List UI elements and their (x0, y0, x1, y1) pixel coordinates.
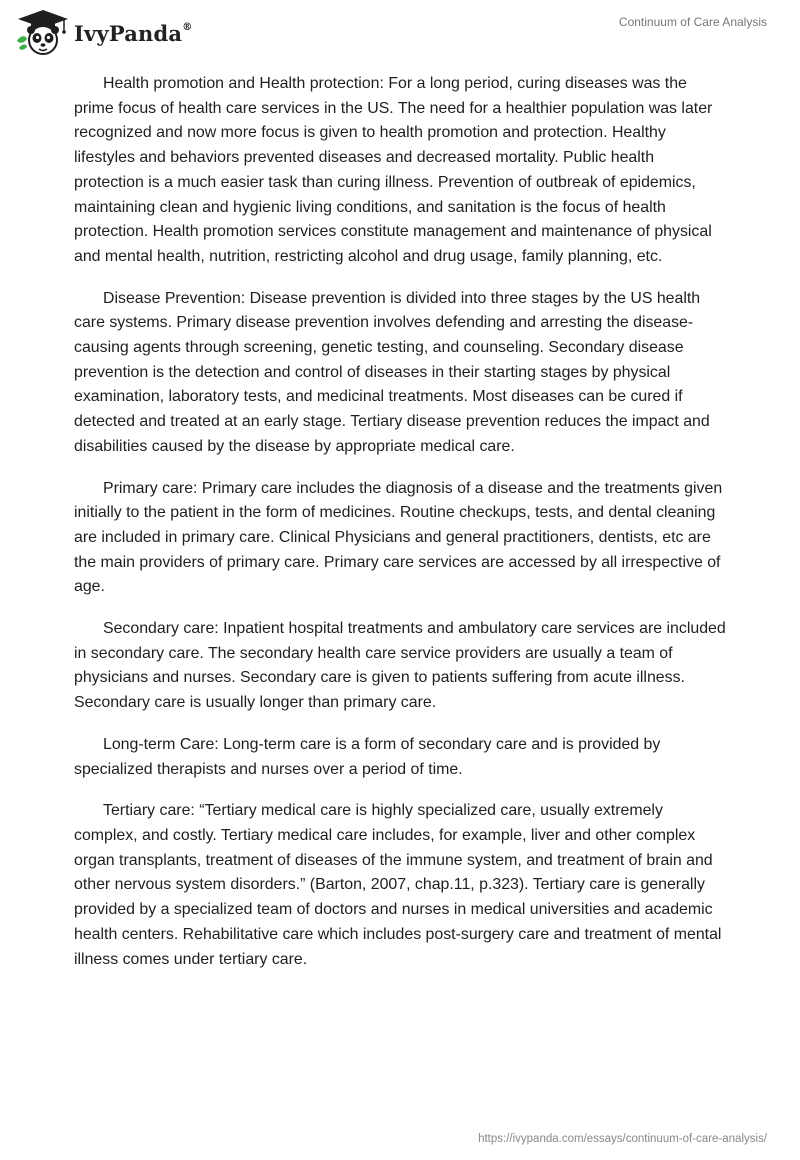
document-title: Continuum of Care Analysis (618, 15, 767, 29)
panda-logo-icon (14, 8, 72, 56)
paragraph-long-term-care: Long-term Care: Long-term care is a form of secondary care and is provided by specialized therapists and nurses over a period of time. (74, 735, 661, 778)
page-header (0, 0, 800, 60)
ivypanda-logo[interactable] (14, 8, 192, 56)
paragraph-primary-care: Primary care: Primary care includes the diagnosis of a disease and the treatments given initially to the patient in the form of medicines. Routine checkups, tests, and dental cleaning are included in primary care. Clinical Physicians and general practitioners, dentists, etc are the main providers of primary care. Primary care services are accessed by all irrespective of age. (74, 479, 723, 596)
paragraph-tertiary-care: Tertiary care: “Tertiary medical care is highly specialized care, usually extremely complex, and costly. Tertiary medical care includes, for example, liver and other complex organ transplants, treatment of diseases of the immune system, and treatment of brain and other nervous system disorders.” (Barton, 2007, chap.11, p.323). Tertiary care is generally provided by a specialized team of doctors and nurses in medical universities and academic health centers. Rehabilitative care which includes post-surgery care and treatment of mental illness comes under tertiary care. (74, 802, 722, 968)
paragraph-secondary-care: Secondary care: Inpatient hospital treatments and ambulatory care services are included in secondary care. The secondary health care service providers are usually a team of physicians and nurses. Secondary care is given to patients suffering from acute illness. Secondary care is usually longer than primary care. (74, 620, 726, 712)
registered-mark: ® (182, 21, 193, 33)
essay-body (74, 72, 726, 989)
paragraph-disease-prevention: Disease Prevention: Disease prevention is divided into three stages by the US health care systems. Primary disease prevention involves defending and arresting the disease-causing agents through screening, genetic testing, and counseling. Secondary disease prevention is the detection and control of diseases in their starting stages by physical examination, laboratory tests, and medicinal treatments. Most diseases can be cured if detected and treated at an early stage. Tertiary disease prevention reduces the impact and disabilities caused by the disease by appropriate medical care. (74, 289, 710, 455)
logo-text: IvyPanda® (74, 20, 193, 46)
source-url[interactable]: https://ivypanda.com/essays/continuum-of-care-analysis/ (478, 1133, 767, 1145)
paragraph-health-promotion: Health promotion and Health protection: For a long period, curing diseases was the prime focus of health care services in the US. The need for a healthier population was later recognized and now more focus is given to health promotion and protection. Healthy lifestyles and behaviors prevented diseases and decreased mortality. Public health protection is a much easier task than curing illness. Prevention of outbreak of epidemics, maintaining clean and hygienic living conditions, and sanitation is the focus of health protection. Health promotion services constitute management and maintenance of physical and mental health, nutrition, restricting alcohol and drug usage, family planning, etc. (74, 75, 713, 265)
